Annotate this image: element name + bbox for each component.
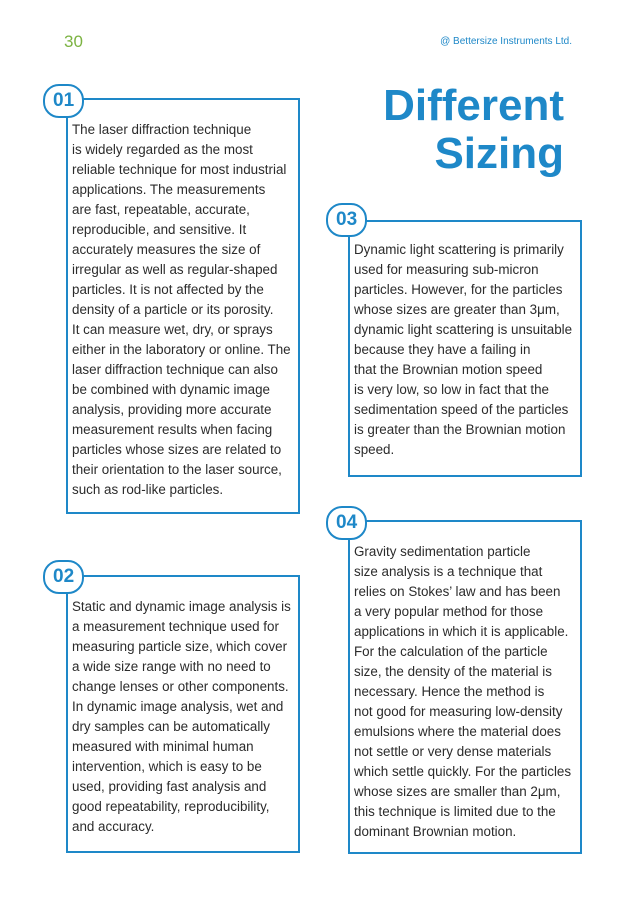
section-text — [72, 597, 291, 837]
text-line: dry samples can be automatically — [72, 719, 270, 734]
text-line: whose sizes are smaller than 2μm, — [354, 784, 561, 799]
text-line: good repeatability, reproducibility, — [72, 799, 270, 814]
text-line: a measurement technique used for — [72, 619, 279, 634]
text-line: sedimentation speed of the particles — [354, 402, 569, 417]
text-line: relies on Stokes’ law and has been — [354, 584, 561, 599]
text-line: a very popular method for those — [354, 604, 544, 619]
text-line: not settle or very dense materials — [354, 744, 552, 759]
text-line: irregular as well as regular-shaped — [72, 262, 278, 277]
text-line: reproducible, and sensitive. It — [72, 222, 247, 237]
text-line: measuring particle size, which cover — [72, 639, 288, 654]
text-line: reliable technique for most industrial — [72, 162, 287, 177]
text-line: size, the density of the material is — [354, 664, 552, 679]
section-box-01 — [66, 98, 300, 514]
section-box-04 — [348, 520, 582, 854]
text-line: that the Brownian motion speed — [354, 362, 543, 377]
section-number-badge-01: 01 — [43, 84, 84, 118]
text-line: analysis, providing more accurate — [72, 402, 272, 417]
text-line: The laser diffraction technique — [72, 122, 252, 137]
text-line: In dynamic image analysis, wet and — [72, 699, 284, 714]
text-line: used, providing fast analysis and — [72, 779, 267, 794]
text-line: either in the laboratory or online. The — [72, 342, 291, 357]
text-line: not good for measuring low-density — [354, 704, 563, 719]
title-line-1: Different — [383, 81, 564, 130]
text-line: particles. It is not affected by the — [72, 282, 264, 297]
page-title — [383, 82, 564, 178]
text-line: density of a particle or its porosity. — [72, 302, 274, 317]
text-line: For the calculation of the particle — [354, 644, 548, 659]
section-box-02 — [66, 575, 300, 853]
text-line: used for measuring sub-micron — [354, 262, 539, 277]
text-line: It can measure wet, dry, or sprays — [72, 322, 273, 337]
section-number-badge-04: 04 — [326, 506, 367, 540]
text-line: Static and dynamic image analysis is — [72, 599, 291, 614]
section-number-badge-02: 02 — [43, 560, 84, 594]
text-line: measured with minimal human — [72, 739, 254, 754]
text-line: be combined with dynamic image — [72, 382, 270, 397]
section-text — [354, 240, 572, 460]
text-line: is very low, so low in fact that the — [354, 382, 549, 397]
text-line: applications. The measurements — [72, 182, 266, 197]
text-line: particles whose sizes are related to — [72, 442, 282, 457]
text-line: accurately measures the size of — [72, 242, 261, 257]
text-line: emulsions where the material does — [354, 724, 561, 739]
page-number: 30 — [64, 32, 83, 51]
text-line: size analysis is a technique that — [354, 564, 543, 579]
text-line: whose sizes are greater than 3μm, — [354, 302, 560, 317]
text-line: Dynamic light scattering is primarily — [354, 242, 564, 257]
text-line: speed. — [354, 442, 395, 457]
text-line: applications in which it is applicable. — [354, 624, 569, 639]
text-line: their orientation to the laser source, — [72, 462, 282, 477]
section-box-03 — [348, 220, 582, 477]
text-line: which settle quickly. For the particles — [354, 764, 572, 779]
section-text — [354, 542, 571, 842]
text-line: a wide size range with no need to — [72, 659, 271, 674]
copyright-notice: @ Bettersize Instruments Ltd. — [440, 36, 572, 47]
text-line: this technique is limited due to the — [354, 804, 556, 819]
text-line: Gravity sedimentation particle — [354, 544, 531, 559]
title-line-2: Sizing — [434, 129, 564, 178]
text-line: particles. However, for the particles — [354, 282, 563, 297]
text-line: such as rod-like particles. — [72, 482, 224, 497]
text-line: is greater than the Brownian motion — [354, 422, 566, 437]
text-line: change lenses or other components. — [72, 679, 289, 694]
section-text — [72, 120, 291, 500]
text-line: dominant Brownian motion. — [354, 824, 517, 839]
text-line: necessary. Hence the method is — [354, 684, 545, 699]
text-line: is widely regarded as the most — [72, 142, 253, 157]
text-line: because they have a failing in — [354, 342, 531, 357]
text-line: are fast, repeatable, accurate, — [72, 202, 250, 217]
text-line: measurement results when facing — [72, 422, 273, 437]
text-line: and accuracy. — [72, 819, 155, 834]
section-number-badge-03: 03 — [326, 203, 367, 237]
text-line: laser diffraction technique can also — [72, 362, 278, 377]
text-line: dynamic light scattering is unsuitable — [354, 322, 573, 337]
text-line: intervention, which is easy to be — [72, 759, 262, 774]
